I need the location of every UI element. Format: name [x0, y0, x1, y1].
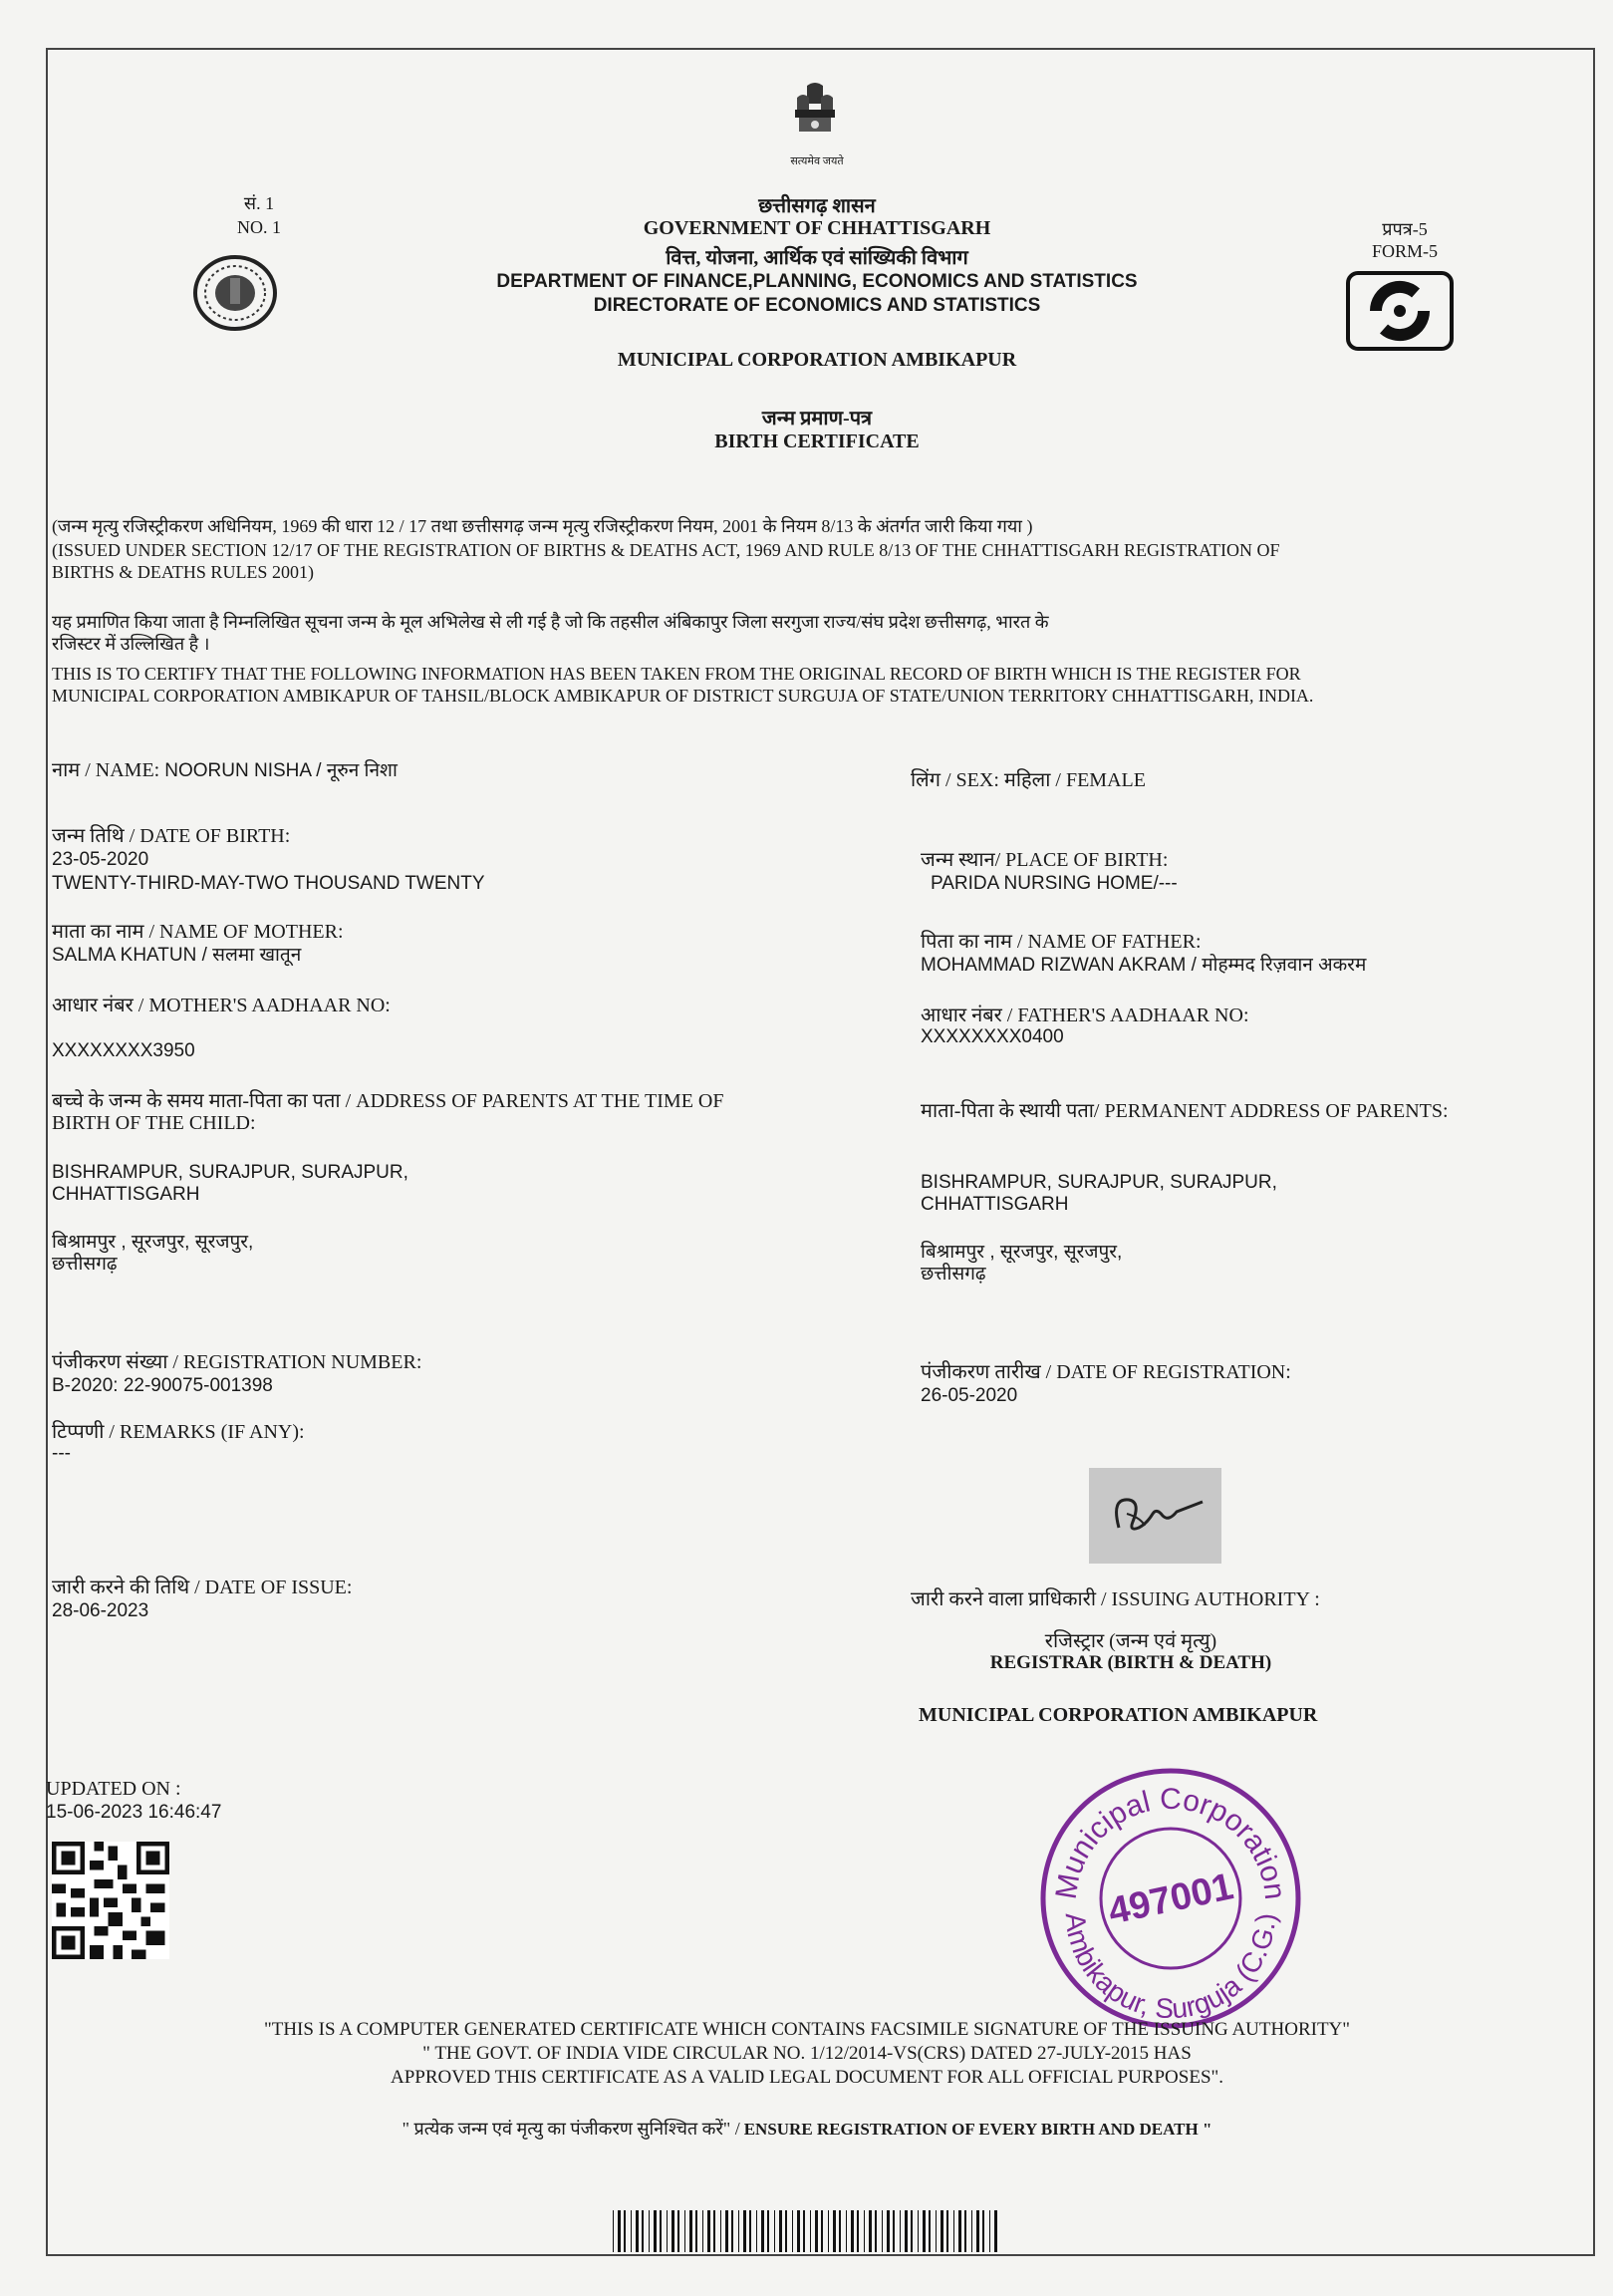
- barcode-bar: [803, 2210, 805, 2252]
- mother-name-value: SALMA KHATUN / सलमा खातून: [52, 945, 302, 966]
- issuing-authority-label: जारी करने वाला प्राधिकारी / ISSUING AUTHORITY :: [911, 1588, 1320, 1610]
- barcode-bar: [618, 2210, 621, 2252]
- barcode-bar: [631, 2210, 632, 2252]
- updated-on-label: UPDATED ON :: [46, 1778, 181, 1800]
- registration-date-value: 26-05-2020: [921, 1385, 1018, 1406]
- certificate-title-hindi: जन्म प्रमाण-पत्र: [761, 408, 873, 430]
- emblem-motto: सत्यमेव जयते: [790, 155, 844, 167]
- mother-name-label: माता का नाम / NAME OF MOTHER:: [52, 921, 344, 943]
- qr-code-icon: [52, 1842, 169, 1959]
- barcode-icon: [613, 2210, 1001, 2252]
- barcode-bar: [900, 2210, 901, 2252]
- mother-aadhaar-value: XXXXXXXX3950: [52, 1040, 195, 1061]
- barcode-bar: [738, 2210, 739, 2252]
- barcode-bar: [846, 2210, 847, 2252]
- updated-on-value: 15-06-2023 16:46:47: [46, 1802, 222, 1823]
- barcode-bar: [828, 2210, 829, 2252]
- barcode-bar: [815, 2210, 818, 2252]
- national-emblem-icon: [785, 80, 845, 157]
- barcode-bar: [767, 2210, 769, 2252]
- barcode-bar: [994, 2210, 997, 2252]
- dob-words: TWENTY-THIRD-MAY-TWO THOUSAND TWENTY: [52, 873, 485, 894]
- barcode-bar: [613, 2210, 614, 2252]
- barcode-bar: [725, 2210, 728, 2252]
- barcode-bar: [636, 2210, 639, 2252]
- barcode-bar: [810, 2210, 811, 2252]
- barcode-bar: [649, 2210, 650, 2252]
- certify-line1: THIS IS TO CERTIFY THAT THE FOLLOWING INFORMATION HAS BEEN TAKEN FROM THE ORIGINAL RECORD OF BIRTH WHICH IS THE REGISTER FOR: [52, 664, 1301, 684]
- barcode-bar: [839, 2210, 841, 2252]
- certify-line2: MUNICIPAL CORPORATION AMBIKAPUR OF TAHSIL/BLOCK AMBIKAPUR OF DISTRICT SURGUJA OF STATE/UNION TERRITORY CHHATTISGARH, INDIA.: [52, 686, 1314, 706]
- registration-number-label: पंजीकरण संख्या / REGISTRATION NUMBER:: [52, 1351, 422, 1373]
- barcode-bar: [869, 2210, 872, 2252]
- address-at-birth-hindi-line2: छत्तीसगढ़: [52, 1254, 118, 1275]
- corporation-name: MUNICIPAL CORPORATION AMBIKAPUR: [617, 349, 1017, 371]
- barcode-bar: [857, 2210, 859, 2252]
- certificate-border: [46, 48, 1595, 2256]
- government-hindi: छत्तीसगढ़ शासन: [758, 195, 876, 217]
- father-name-value: MOHAMMAD RIZWAN AKRAM / मोहम्मद रिज़वान अकरम: [921, 955, 1367, 976]
- footer-hindi-slogan: " प्रत्येक जन्म एवं मृत्यु का पंजीकरण सुनिश्चित करें" /: [402, 2119, 740, 2139]
- certificate-title: BIRTH CERTIFICATE: [714, 430, 920, 452]
- barcode-bar: [821, 2210, 823, 2252]
- sex-value: महिला / FEMALE: [1003, 769, 1146, 791]
- stamp-top-text: Municipal Corporation: [1049, 1782, 1292, 1902]
- barcode-bar: [684, 2210, 685, 2252]
- issued-under-line2: BIRTHS & DEATHS RULES 2001): [52, 562, 314, 582]
- barcode-bar: [792, 2210, 793, 2252]
- barcode-bar: [774, 2210, 775, 2252]
- barcode-bar: [851, 2210, 854, 2252]
- stamp-pin: 497001: [1104, 1866, 1237, 1933]
- barcode-bar: [929, 2210, 931, 2252]
- department-hindi: वित्त, योजना, आर्थिक एवं सांख्यिकी विभाग: [666, 247, 968, 269]
- footer-line4: [60, 2117, 1554, 2141]
- stamp-bottom-text: Ambikapur, Surguja (C.G.): [1059, 1911, 1282, 2025]
- barcode-bar: [654, 2210, 657, 2252]
- dob-label: जन्म तिथि / DATE OF BIRTH:: [52, 825, 291, 847]
- issued-under-hindi: (जन्म मृत्यु रजिस्ट्रीकरण अधिनियम, 1969 की धारा 12 / 17 तथा छत्तीसगढ़ जन्म मृत्यु रजिस्ट्रीकरण नियम, 2001 के नियम 8/13 के अंतर्गत जारी किया गया ): [52, 516, 1033, 536]
- barcode-bar: [953, 2210, 954, 2252]
- crs-logo-icon: [1346, 271, 1454, 351]
- barcode-bar: [964, 2210, 966, 2252]
- barcode-bar: [882, 2210, 883, 2252]
- barcode-bar: [923, 2210, 926, 2252]
- corporation-stamp-icon: [1036, 1764, 1305, 2033]
- sex-field: [911, 769, 1548, 791]
- chhattisgarh-seal-icon: [192, 254, 278, 332]
- father-aadhaar-label: आधार नंबर / FATHER'S AADHAAR NO:: [921, 1004, 1249, 1026]
- directorate-name: DIRECTORATE OF ECONOMICS AND STATISTICS: [593, 295, 1041, 316]
- footer-line3: APPROVED THIS CERTIFICATE AS A VALID LEGAL DOCUMENT FOR ALL OFFICIAL PURPOSES".: [390, 2067, 1224, 2088]
- date-of-issue-value: 28-06-2023: [52, 1600, 149, 1621]
- form-no: FORM-5: [1371, 241, 1438, 261]
- barcode-bar: [941, 2210, 943, 2252]
- address-at-birth-line2: CHHATTISGARH: [52, 1184, 200, 1205]
- barcode-bar: [720, 2210, 721, 2252]
- permanent-address-line2: CHHATTISGARH: [921, 1194, 1069, 1215]
- barcode-bar: [911, 2210, 913, 2252]
- barcode-bar: [667, 2210, 668, 2252]
- barcode-bar: [677, 2210, 679, 2252]
- government-name: GOVERNMENT OF CHHATTISGARH: [643, 217, 991, 239]
- name-label: नाम / NAME:: [52, 759, 160, 781]
- mother-aadhaar-label: आधार नंबर / MOTHER'S AADHAAR NO:: [52, 995, 391, 1016]
- address-at-birth-label-line2: BIRTH OF THE CHILD:: [52, 1112, 256, 1134]
- facsimile-signature: [1089, 1468, 1221, 1564]
- barcode-bar: [642, 2210, 644, 2252]
- permanent-address-hindi-line1: बिश्रामपुर , सूरजपुर, सूरजपुर,: [921, 1242, 1123, 1263]
- footer-line2: " THE GOVT. OF INDIA VIDE CIRCULAR NO. 1/12/2014-VS(CRS) DATED 27-JULY-2015 HAS: [422, 2043, 1192, 2064]
- barcode-bar: [833, 2210, 836, 2252]
- barcode-bar: [689, 2210, 692, 2252]
- date-of-issue-label: जारी करने की तिथि / DATE OF ISSUE:: [52, 1577, 353, 1598]
- footer-english-slogan: ENSURE REGISTRATION OF EVERY BIRTH AND DEATH ": [743, 2120, 1212, 2139]
- barcode-bar: [707, 2210, 710, 2252]
- serial-no: NO. 1: [237, 217, 281, 237]
- barcode-bar: [989, 2210, 990, 2252]
- place-of-birth-label: जन्म स्थान/ PLACE OF BIRTH:: [921, 849, 1169, 871]
- barcode-bar: [713, 2210, 715, 2252]
- address-at-birth-hindi-line1: बिश्रामपुर , सूरजपुर, सूरजपुर,: [52, 1232, 254, 1253]
- barcode-bar: [749, 2210, 751, 2252]
- barcode-bar: [893, 2210, 895, 2252]
- barcode-bar: [731, 2210, 733, 2252]
- department-name: DEPARTMENT OF FINANCE,PLANNING, ECONOMICS AND STATISTICS: [496, 271, 1138, 292]
- permanent-address-label: माता-पिता के स्थायी पता/ PERMANENT ADDRESS OF PARENTS:: [921, 1100, 1449, 1122]
- registrar-title: REGISTRAR (BIRTH & DEATH): [989, 1652, 1272, 1673]
- barcode-bar: [785, 2210, 787, 2252]
- barcode-bar: [672, 2210, 674, 2252]
- barcode-bar: [695, 2210, 697, 2252]
- barcode-bar: [887, 2210, 890, 2252]
- permanent-address-hindi-line2: छत्तीसगढ़: [921, 1264, 986, 1285]
- father-name-label: पिता का नाम / NAME OF FATHER:: [921, 931, 1202, 953]
- barcode-bar: [624, 2210, 626, 2252]
- remarks-label: टिप्पणी / REMARKS (IF ANY):: [52, 1421, 305, 1443]
- barcode-bar: [761, 2210, 764, 2252]
- certify-hindi-line1: यह प्रमाणित किया जाता है निम्नलिखित सूचना जन्म के मूल अभिलेख से ली गई है जो कि तहसील अंबिकापुर जिला सरगुजा राज्य/संघ प्रदेश छत्तीसगढ़, भारत के: [52, 612, 1049, 632]
- barcode-bar: [864, 2210, 865, 2252]
- barcode-bar: [905, 2210, 908, 2252]
- registration-date-label: पंजीकरण तारीख / DATE OF REGISTRATION:: [921, 1361, 1291, 1383]
- footer-line1: "THIS IS A COMPUTER GENERATED CERTIFICATE WHICH CONTAINS FACSIMILE SIGNATURE OF THE ISSUING AUTHORITY": [263, 2019, 1351, 2040]
- barcode-bar: [958, 2210, 961, 2252]
- barcode-bar: [797, 2210, 800, 2252]
- address-at-birth-line1: BISHRAMPUR, SURAJPUR, SURAJPUR,: [52, 1162, 408, 1183]
- barcode-bar: [918, 2210, 919, 2252]
- permanent-address-line1: BISHRAMPUR, SURAJPUR, SURAJPUR,: [921, 1172, 1277, 1193]
- place-of-birth-value: PARIDA NURSING HOME/---: [931, 873, 1178, 894]
- barcode-bar: [971, 2210, 972, 2252]
- serial-no-hindi: सं. 1: [243, 193, 275, 213]
- registrar-hindi: रजिस्ट्रार (जन्म एवं मृत्यु): [1044, 1630, 1217, 1652]
- name-value: NOORUN NISHA / नूरुन निशा: [164, 760, 398, 781]
- signature-icon: [1089, 1468, 1221, 1564]
- address-at-birth-label-line1: बच्चे के जन्म के समय माता-पिता का पता / ADDRESS OF PARENTS AT THE TIME OF: [52, 1090, 724, 1112]
- remarks-value: ---: [52, 1443, 71, 1464]
- issued-under-line1: (ISSUED UNDER SECTION 12/17 OF THE REGISTRATION OF BIRTHS & DEATHS ACT, 1969 AND RULE 8/13 OF THE CHHATTISGARH REGISTRATION OF: [52, 540, 1280, 560]
- barcode-bar: [875, 2210, 877, 2252]
- barcode-bar: [946, 2210, 948, 2252]
- barcode-bar: [936, 2210, 937, 2252]
- registration-number-value: B-2020: 22-90075-001398: [52, 1375, 273, 1396]
- barcode-bar: [982, 2210, 984, 2252]
- barcode-bar: [779, 2210, 782, 2252]
- barcode-bar: [756, 2210, 757, 2252]
- barcode-bar: [743, 2210, 746, 2252]
- certify-hindi-line2: रजिस्टर में उल्लिखित है ।: [52, 634, 210, 654]
- dob-value: 23-05-2020: [52, 849, 149, 870]
- barcode-bar: [976, 2210, 979, 2252]
- sex-label: लिंग / SEX:: [911, 769, 999, 791]
- name-field: [52, 759, 849, 782]
- authority-corporation: MUNICIPAL CORPORATION AMBIKAPUR: [919, 1704, 1318, 1726]
- barcode-bar: [702, 2210, 703, 2252]
- form-no-hindi: प्रपत्र-5: [1382, 219, 1428, 239]
- father-aadhaar-value: XXXXXXXX0400: [921, 1026, 1064, 1047]
- barcode-bar: [660, 2210, 662, 2252]
